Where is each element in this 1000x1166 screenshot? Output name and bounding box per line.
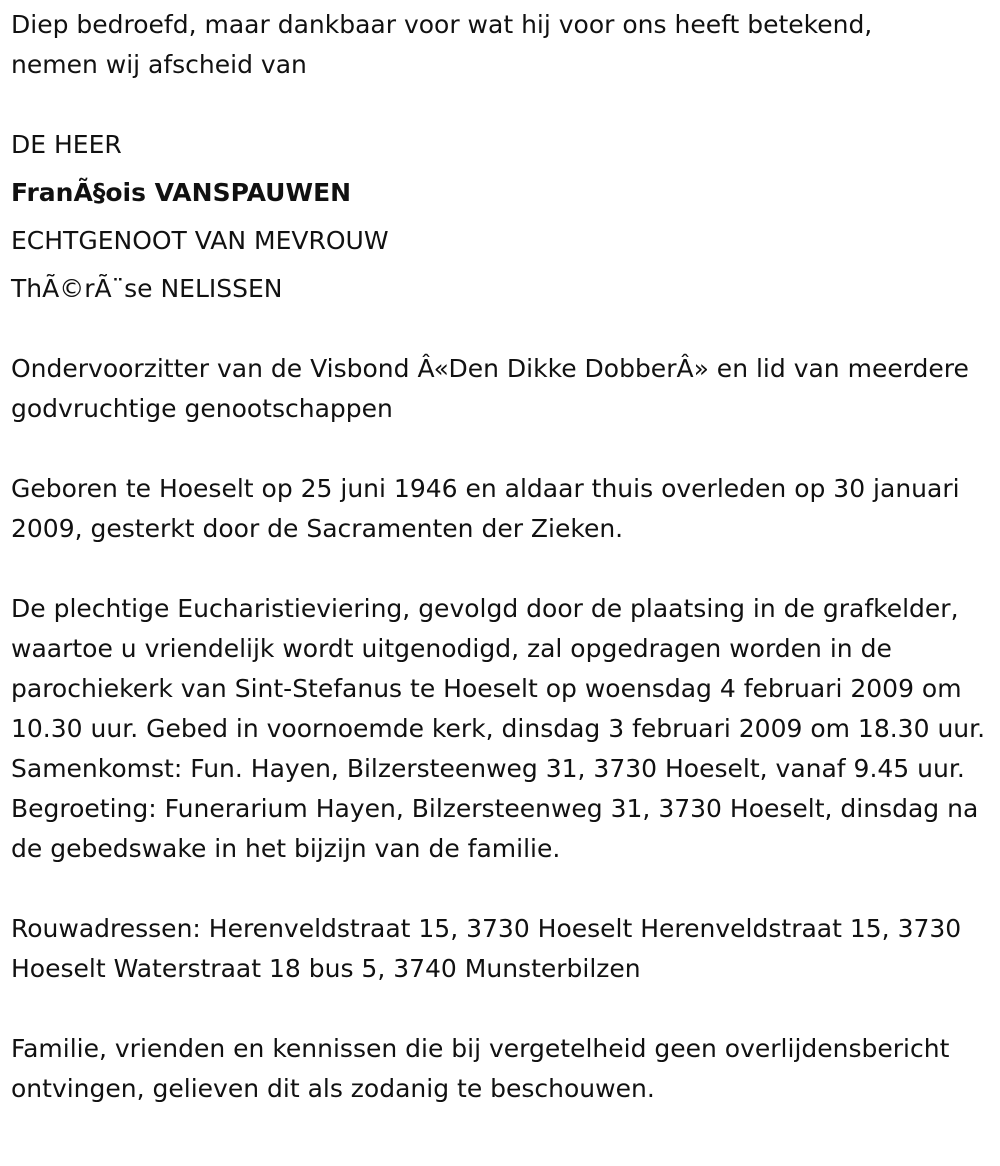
spacer — [11, 309, 986, 349]
spacer — [11, 429, 986, 469]
deceased-title: DE HEER — [11, 130, 122, 159]
spacer — [11, 549, 986, 589]
intro-line-1: Diep bedroefd, maar dankbaar voor wat hij voor ons heeft betekend, — [11, 10, 873, 39]
addresses-paragraph: Rouwadressen: Herenveldstraat 15, 3730 Hoeselt Herenveldstraat 15, 3730 Hoeselt Waterstraat 18 bus 5, 3740 Munsterbilzen — [11, 914, 962, 983]
spacer — [11, 989, 986, 1029]
membership-paragraph: Ondervoorzitter van de Visbond Â«Den Dikke DobberÂ» en lid van meerdere godvruchtige genootschappen — [11, 354, 969, 423]
ceremony-paragraph: De plechtige Eucharistieviering, gevolgd door de plaatsing in de grafkelder, waartoe u vriendelijk wordt uitgenodigd, zal opgedragen worden in de parochiekerk van Sint-Stefanus te Hoeselt op woensdag 4 februari 2009 om 10.30 uur. Gebed in voornoemde kerk, dinsdag 3 februari 2009 om 18.30 uur. Samenkomst: Fun. Hayen, Bilzersteenweg 31, 3730 Hoeselt, vanaf 9.45 uur. Begroeting: Funerarium Hayen, Bilzersteenweg 31, 3730 Hoeselt, dinsdag na de gebedswake in het bijzijn van de familie. — [11, 594, 986, 863]
spacer — [11, 869, 986, 909]
closing-paragraph: Familie, vrienden en kennissen die bij vergetelheid geen overlijdensbericht ontvingen, gelieven dit als zodanig te beschouwen. — [11, 1034, 950, 1103]
spouse-label: ECHTGENOOT VAN MEVROUW — [11, 226, 389, 255]
intro-line-2: nemen wij afscheid van — [11, 50, 307, 79]
spouse-name: ThÃ©rÃ¨se NELISSEN — [11, 274, 283, 303]
spacer — [11, 85, 986, 125]
deceased-name: FranÃ§ois VANSPAUWEN — [11, 178, 352, 207]
birth-death-paragraph: Geboren te Hoeselt op 25 juni 1946 en aldaar thuis overleden op 30 januari 2009, gesterkt door de Sacramenten der Zieken. — [11, 474, 960, 543]
